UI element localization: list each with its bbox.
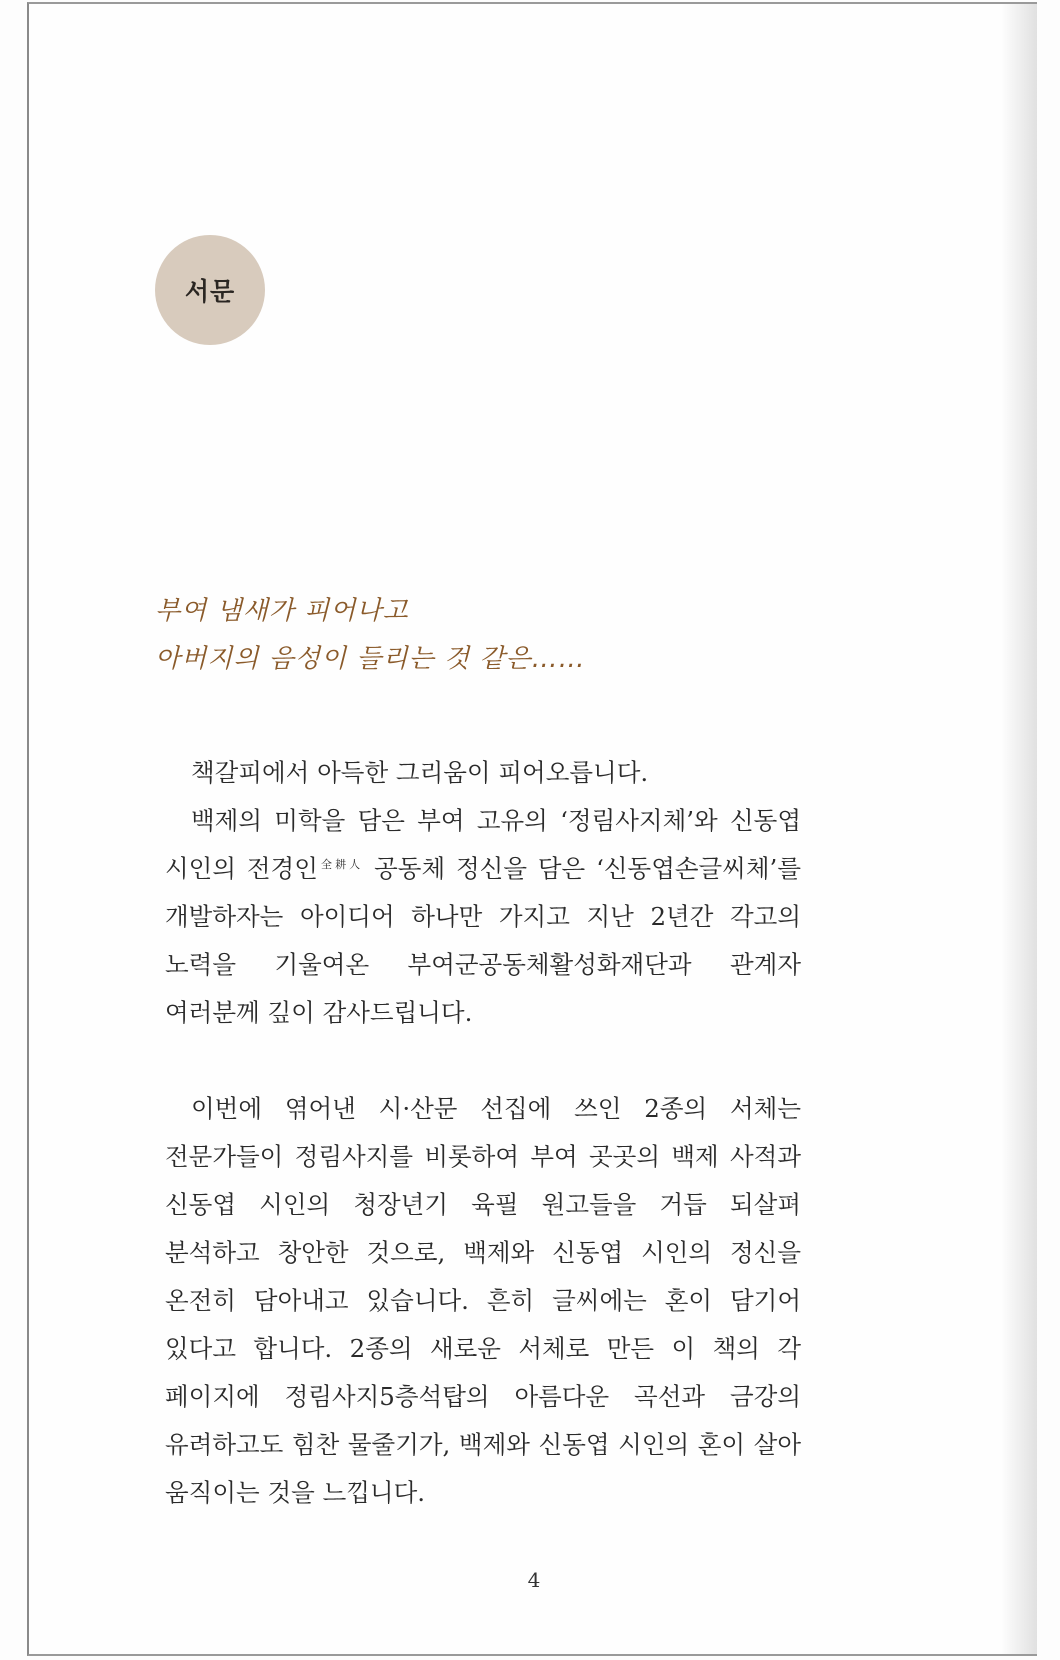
section-badge (155, 235, 265, 345)
paragraph-1-text-after: 공동체 정신을 담은 ‘신동엽손글씨체’를 개발하자는 아이디어 하나만 가지고 지난 2년간 각고의 노력을 기울여온 부여군공동체활성화재단과 관계자 여러분께 깊이 감사드립니다. (165, 854, 802, 1027)
paragraph-1-sentence-1 (165, 749, 801, 797)
book-page (27, 2, 1037, 1656)
body-text (165, 749, 801, 1517)
hanja-annotation: 全耕人 (317, 857, 364, 871)
epigraph (155, 587, 775, 683)
epigraph-line: 아버지의 음성이 들리는 것 같은…… (155, 644, 586, 674)
paragraph-1-sentence-1-text: 책갈피에서 아득한 그리움이 피어오릅니다. (191, 758, 649, 787)
page-edge-shadow (1001, 4, 1037, 1654)
epigraph-line: 부여 냄새가 피어나고 (155, 596, 409, 626)
section-badge-label: 서문 (184, 277, 236, 306)
paragraph-1-text-before: 백제의 미학을 담은 부여 고유의 ‘정림사지체’와 신동엽 시인의 전경인 (165, 806, 801, 883)
paragraph-1-sentence-2 (165, 797, 801, 1037)
paragraph-2: 이번에 엮어낸 시·산문 선집에 쓰인 2종의 서체는 전문가들이 정림사지를 비롯하여 부여 곳곳의 백제 사적과 신동엽 시인의 청장년기 육필 원고들을 거듭 되살펴 분석하고 창안한 것으로, 백제와 신동엽 시인의 정신을 온전히 담아내고 있습니다. 흔히 글씨에는 혼이 담기어 있다고 합니다. 2종의 새로운 서체로 만든 이 책의 각 페이지에 정림사지5층석탑의 아름다운 곡선과 금강의 유려하고도 힘찬 물줄기가, 백제와 신동엽 시인의 혼이 살아 움직이는 것을 느낍니다. (165, 1094, 801, 1507)
page-number: 4 (527, 1568, 541, 1592)
